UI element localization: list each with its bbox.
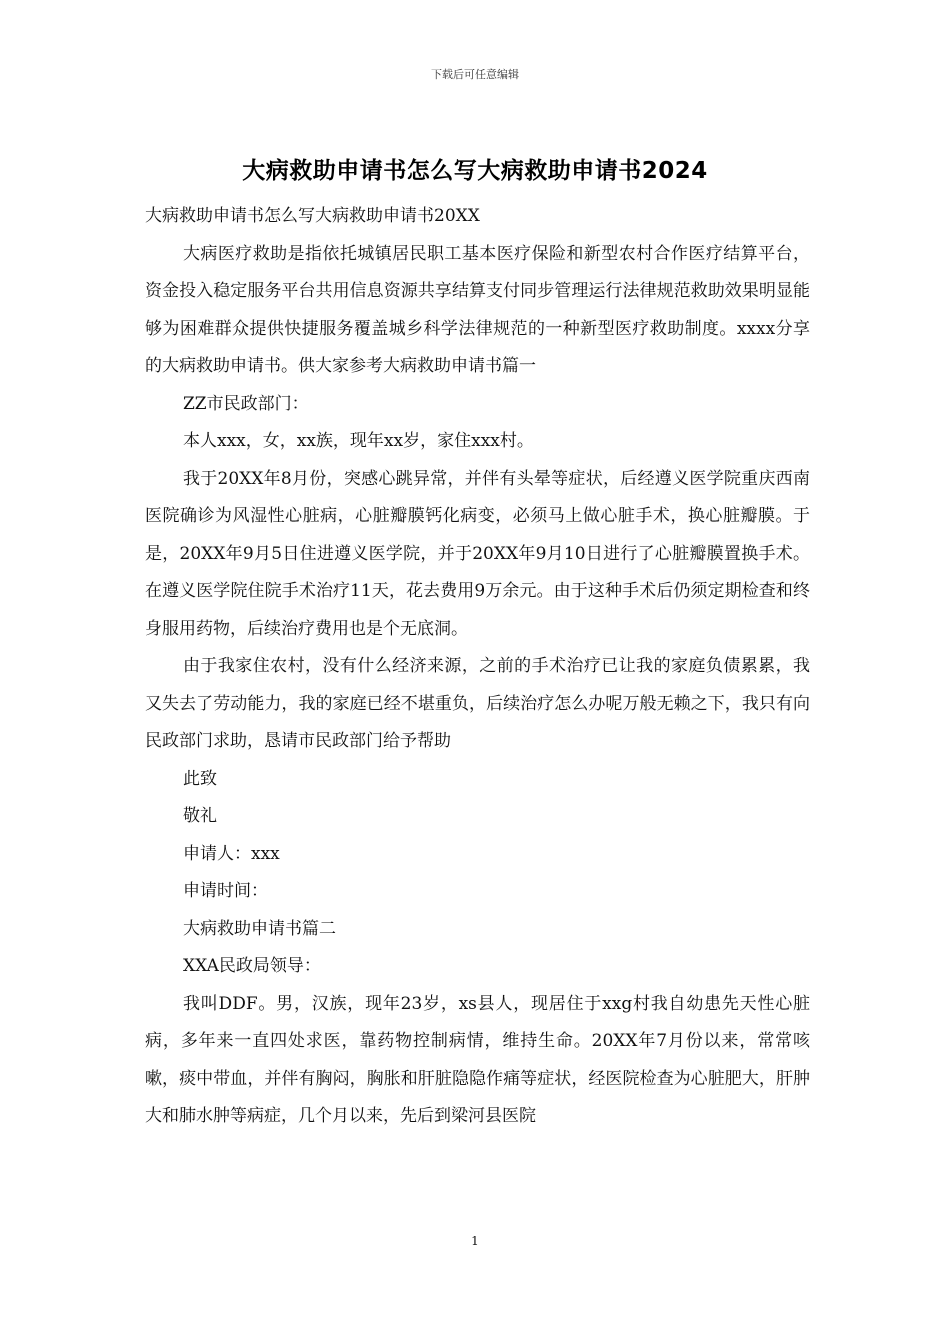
page-number: 1 bbox=[471, 1234, 479, 1248]
intro-paragraph: 大病医疗救助是指依托城镇居民职工基本医疗保险和新型农村合作医疗结算平台，资金投入稳定服务平台共用信息资源共享结算支付同步管理运行法律规范救助效果明显能够为困难群众提供快捷服务覆盖城乡科学法律规范的一种新型医疗救助制度。xxxx分享的大病救助申请书。供大家参考大病救助申请书篇一 bbox=[145, 243, 810, 376]
document-body bbox=[145, 198, 810, 1136]
applicant-info-2: 我叫DDF。男，汉族，现年23岁，xs县人，现居住于xxg村我自幼患先天性心脏病，多年来一直四处求医，靠药物控制病情，维持生命。20XX年7月份以来，常常咳嗽，痰中带血，并伴有胸闷，胸胀和肝脏隐隐作痛等症状，经医院检查为心脏肥大，肝肿大和肺水肿等病症，几个月以来，先后到梁河县医院 bbox=[145, 993, 810, 1126]
application-date: 申请时间： bbox=[183, 881, 268, 901]
request-paragraph: 由于我家住农村，没有什么经济来源，之前的手术治疗已让我的家庭负债累累，我又失去了劳动能力，我的家庭已经不堪重负，后续治疗怎么办呢万般无赖之下，我只有向民政部门求助，恳请市民政部门给予帮助 bbox=[145, 656, 810, 751]
section-heading-2: 大病救助申请书篇二 bbox=[183, 918, 336, 939]
document-title: 大病救助申请书怎么写大病救助申请书2024 bbox=[242, 158, 708, 184]
applicant-signature: 申请人：xxx bbox=[183, 843, 280, 864]
subtitle-line: 大病救助申请书怎么写大病救助申请书20XX bbox=[145, 206, 480, 226]
salutation-1: ZZ市民政部门： bbox=[183, 393, 309, 414]
applicant-info-1: 本人xxx，女，xx族，现年xx岁，家住xxx村。 bbox=[183, 431, 534, 451]
medical-history-paragraph: 我于20XX年8月份，突感心跳异常，并伴有头晕等症状，后经遵义医学院重庆西南医院确诊为风湿性心脏病，心脏瓣膜钙化病变，必须马上做心脏手术，换心脏瓣膜。于是，20XX年9月5日住进遵义医学院，并于20XX年9月10日进行了心脏瓣膜置换手术。在遵义医学院住院手术治疗11天，花去费用9万余元。由于这种手术后仍须定期检查和终身服用药物，后续治疗费用也是个无底洞。 bbox=[145, 468, 810, 639]
header-note: 下载后可任意编辑 bbox=[431, 68, 519, 81]
closing-cizhi: 此致 bbox=[183, 768, 217, 789]
closing-jingli: 敬礼 bbox=[183, 806, 217, 826]
salutation-2: XXA民政局领导： bbox=[183, 956, 321, 976]
